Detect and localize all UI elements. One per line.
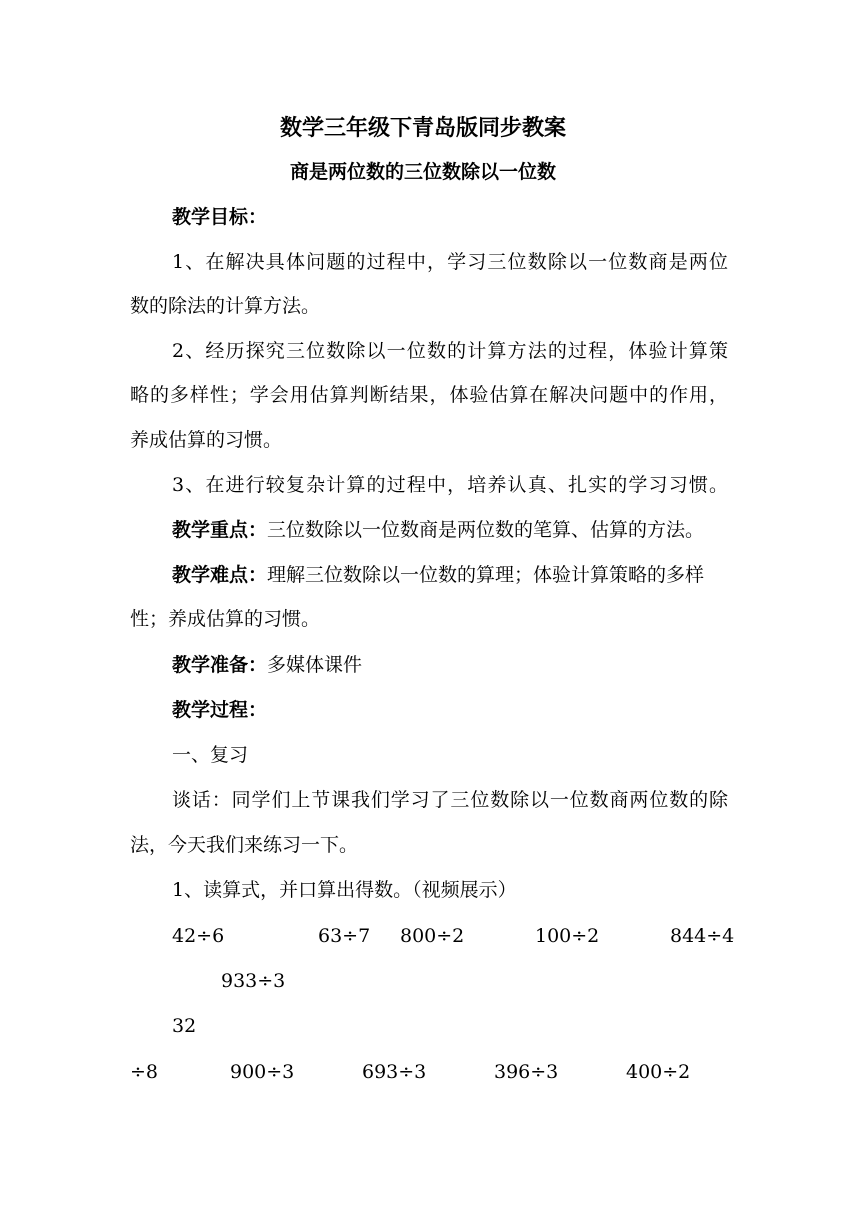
key-points-label: 教学重点： — [172, 519, 268, 541]
process-heading: 教学过程： — [172, 699, 268, 721]
document-title: 数学三年级下青岛版同步教案 — [280, 116, 567, 141]
difficulties-text: 理解三位数除以一位数的算理；体验计算策略的多样 — [267, 564, 705, 586]
goals-heading: 教学目标： — [172, 206, 268, 228]
task-1: 1、读算式，并口算出得数。（视频展示） — [172, 879, 517, 901]
difficulties-label: 教学难点： — [172, 564, 268, 586]
expression: 693÷3 — [362, 1061, 427, 1083]
goal-2-line-2: 略的多样性；学会用估算判断结果，体验估算在解决问题中的作用， — [130, 384, 728, 406]
key-points-text: 三位数除以一位数商是两位数的笔算、估算的方法。 — [267, 519, 705, 541]
goal-2-line-3: 养成估算的习惯。 — [130, 429, 283, 451]
talk-line-2: 法，今天我们来练习一下。 — [130, 834, 359, 856]
expression-fragment: 32 — [172, 1015, 197, 1037]
expression: 900÷3 — [230, 1061, 295, 1083]
expression: 844÷4 — [670, 925, 735, 947]
preparation — [172, 656, 362, 675]
document-subtitle: 商是两位数的三位数除以一位数 — [290, 161, 557, 183]
expression: 933÷3 — [221, 970, 286, 992]
preparation-label: 教学准备： — [172, 654, 268, 676]
section-1-heading: 一、复习 — [172, 744, 249, 766]
key-points — [172, 521, 704, 540]
preparation-text: 多媒体课件 — [267, 654, 363, 676]
talk-line-1: 谈话：同学们上节课我们学习了三位数除以一位数商两位数的除 — [172, 789, 728, 811]
expression: 800÷2 — [400, 925, 465, 947]
expression: 396÷3 — [494, 1061, 559, 1083]
difficulties-line-2: 性；养成估算的习惯。 — [130, 608, 321, 630]
expression: 63÷7 — [318, 925, 371, 947]
expression-fragment: ÷8 — [130, 1061, 159, 1083]
goal-1-line-1: 1、在解决具体问题的过程中，学习三位数除以一位数商是两位 — [172, 251, 728, 273]
expression: 100÷2 — [535, 925, 600, 947]
difficulties — [172, 566, 704, 585]
expression: 400÷2 — [626, 1061, 691, 1083]
goal-1-line-2: 数的除法的计算方法。 — [130, 295, 321, 317]
expression: 42÷6 — [172, 925, 225, 947]
goal-2-line-1: 2、经历探究三位数除以一位数的计算方法的过程，体验计算策 — [172, 340, 728, 362]
goal-3: 3、在进行较复杂计算的过程中，培养认真、扎实的学习习惯。 — [172, 474, 728, 496]
